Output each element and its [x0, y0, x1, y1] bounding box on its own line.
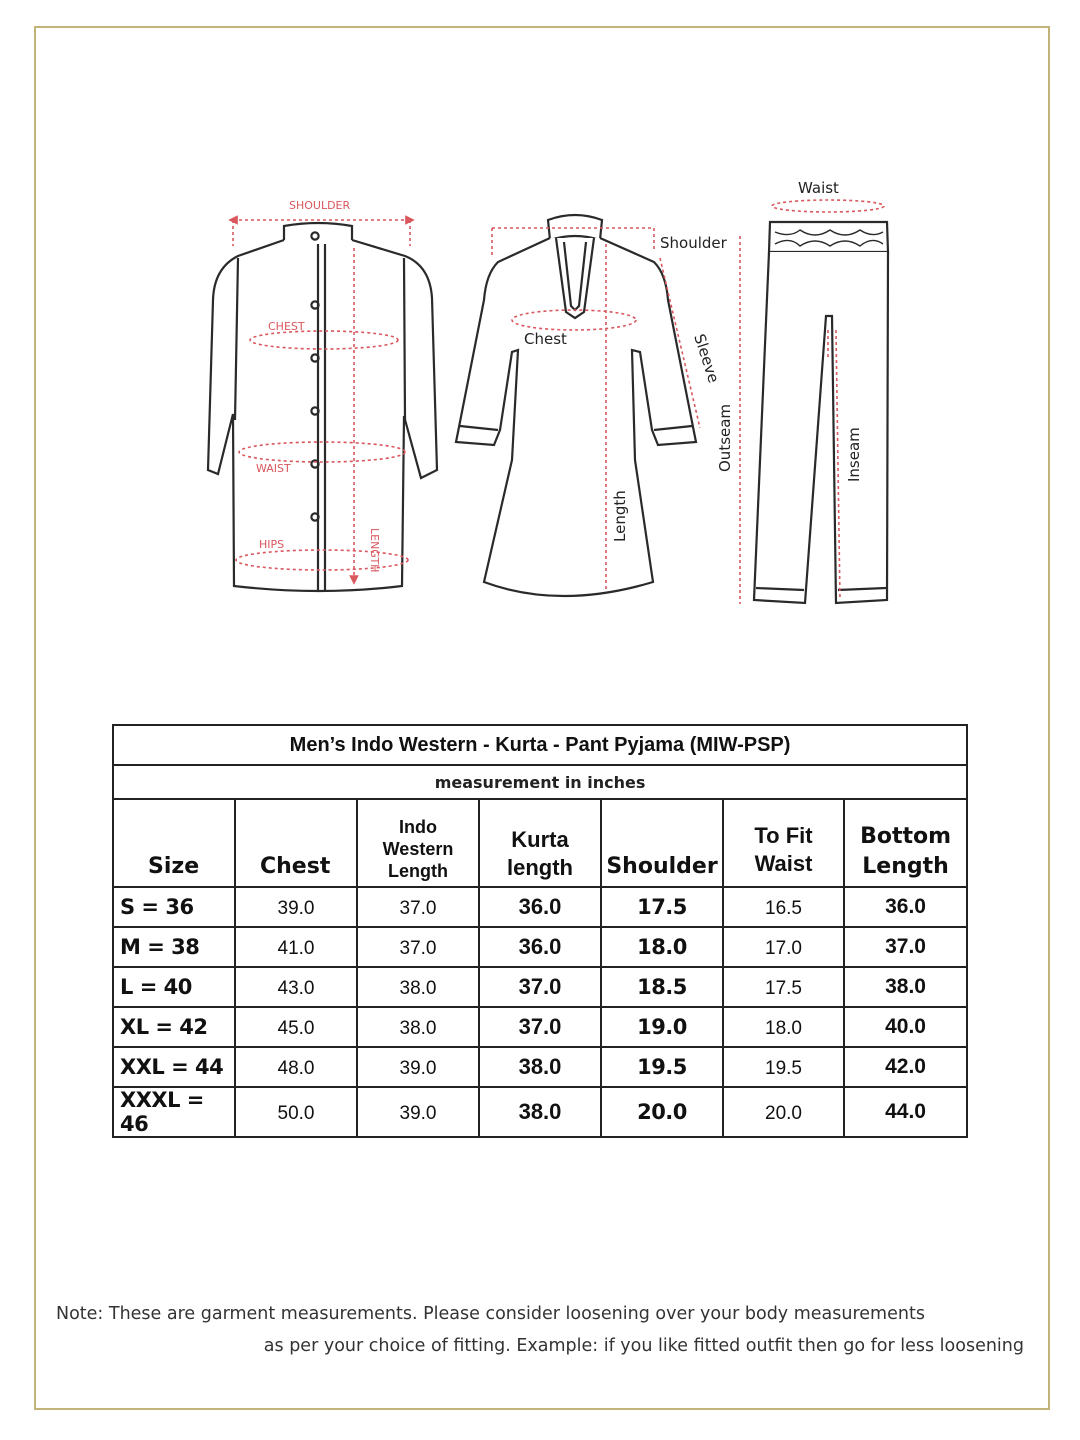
cell-kurta-length: 37.0	[479, 967, 601, 1007]
cell-bottom-length: 42.0	[844, 1047, 967, 1087]
header-to-fit-waist: To Fit Waist	[723, 799, 844, 887]
cell-indo-western-length: 37.0	[357, 927, 479, 967]
pyjama-waist-label: Waist	[798, 179, 839, 197]
kurta-shoulder-label: Shoulder	[660, 234, 727, 252]
cell-to-fit-waist: 18.0	[723, 1007, 844, 1047]
table-row	[113, 1007, 967, 1047]
jacket-shoulder-label: SHOULDER	[289, 199, 351, 212]
cell-bottom-length: 40.0	[844, 1007, 967, 1047]
header-size: Size	[113, 799, 235, 887]
cell-shoulder: 18.0	[601, 927, 723, 967]
cell-chest: 43.0	[235, 967, 357, 1007]
measurement-diagram	[0, 0, 1080, 640]
header-indo-western-length: Indo Western Length	[357, 799, 479, 887]
unit-note: measurement in inches	[113, 765, 967, 799]
cell-indo-western-length: 39.0	[357, 1047, 479, 1087]
header-chest: Chest	[235, 799, 357, 887]
header-shoulder: Shoulder	[601, 799, 723, 887]
kurta-chest-label: Chest	[524, 330, 567, 348]
cell-indo-western-length: 38.0	[357, 1007, 479, 1047]
cell-kurta-length: 37.0	[479, 1007, 601, 1047]
cell-kurta-length: 38.0	[479, 1087, 601, 1137]
kurta-drawing	[456, 215, 696, 596]
cell-indo-western-length: 37.0	[357, 887, 479, 927]
cell-shoulder: 18.5	[601, 967, 723, 1007]
table-body	[113, 887, 967, 1137]
jacket-chest-label: CHEST	[268, 320, 305, 333]
cell-indo-western-length: 39.0	[357, 1087, 479, 1137]
cell-chest: 50.0	[235, 1087, 357, 1137]
jacket-waist-label: WAIST	[256, 462, 291, 475]
cell-bottom-length: 37.0	[844, 927, 967, 967]
garment-illustrations	[0, 0, 1080, 640]
cell-bottom-length: 38.0	[844, 967, 967, 1007]
note-line-2: as per your choice of fitting. Example: if you like fitted outfit then go for less loosening	[263, 1336, 1024, 1356]
cell-to-fit-waist: 16.5	[723, 887, 844, 927]
note-line-1: Note: These are garment measurements. Please consider loosening over your body measurements	[56, 1304, 925, 1324]
cell-chest: 45.0	[235, 1007, 357, 1047]
size-chart-table	[112, 724, 968, 1138]
pyjama-inseam-label: Inseam	[845, 427, 863, 482]
table-row	[113, 887, 967, 927]
cell-bottom-length: 36.0	[844, 887, 967, 927]
cell-indo-western-length: 38.0	[357, 967, 479, 1007]
cell-shoulder: 20.0	[601, 1087, 723, 1137]
table-row	[113, 1047, 967, 1087]
cell-size: S = 36	[113, 887, 235, 927]
pyjama-outseam-label: Outseam	[716, 403, 734, 472]
cell-size: XL = 42	[113, 1007, 235, 1047]
cell-size: XXXL = 46	[113, 1087, 235, 1137]
cell-to-fit-waist: 17.0	[723, 927, 844, 967]
header-row	[113, 799, 967, 887]
table-row	[113, 927, 967, 967]
garment-note	[56, 1298, 1024, 1362]
cell-kurta-length: 38.0	[479, 1047, 601, 1087]
jacket-length-label: LENGTH	[368, 528, 381, 573]
jacket-hips-label: HIPS	[259, 538, 285, 551]
pyjama-drawing	[754, 222, 888, 603]
header-bottom-length: Bottom Length	[844, 799, 967, 887]
table-row	[113, 1087, 967, 1137]
cell-chest: 41.0	[235, 927, 357, 967]
table-row	[113, 967, 967, 1007]
cell-to-fit-waist: 17.5	[723, 967, 844, 1007]
cell-shoulder: 19.5	[601, 1047, 723, 1087]
nehru-jacket-drawing	[208, 223, 437, 592]
cell-size: L = 40	[113, 967, 235, 1007]
cell-bottom-length: 44.0	[844, 1087, 967, 1137]
header-kurta-length: Kurta length	[479, 799, 601, 887]
cell-size: XXL = 44	[113, 1047, 235, 1087]
cell-chest: 48.0	[235, 1047, 357, 1087]
kurta-sleeve-label: Sleeve	[690, 331, 723, 386]
cell-shoulder: 19.0	[601, 1007, 723, 1047]
cell-size: M = 38	[113, 927, 235, 967]
table-title: Men’s Indo Western - Kurta - Pant Pyjama (MIW-PSP)	[113, 725, 967, 765]
cell-chest: 39.0	[235, 887, 357, 927]
cell-to-fit-waist: 20.0	[723, 1087, 844, 1137]
cell-shoulder: 17.5	[601, 887, 723, 927]
cell-kurta-length: 36.0	[479, 887, 601, 927]
kurta-length-label: Length	[611, 490, 629, 542]
cell-to-fit-waist: 19.5	[723, 1047, 844, 1087]
cell-kurta-length: 36.0	[479, 927, 601, 967]
